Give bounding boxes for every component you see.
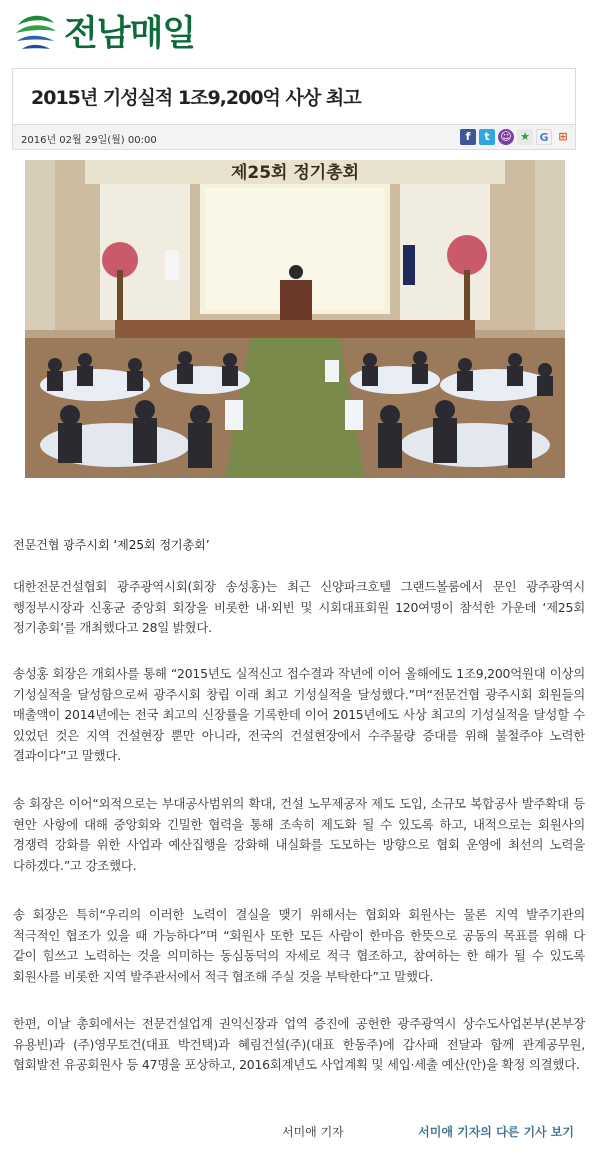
article-paragraph: 송 회장은 특히“우리의 이러한 노력이 결실을 맺기 위해서는 협회와 회원사는 물론 지역 발주기관의 적극적인 협조가 있을 때 가능하다”며 “회원사 또한 모든 사람이 한마음 한뜻으로 공동의 목표를 위해 다 같이 힘쓰고 노력하는 것을 의미하는 동심동덕의 자세로 적극 협조하고, 참여하는 한 해가 될 수 있도록 회원사를 비롯한 지역 발주관서에서 적극 협조해 주실 것을 부탁한다”고 말했다. (13, 907, 585, 984)
article-paragraph: 대한전문건설협회 광주광역시회(회장 송성홍)는 최근 신양파크호텔 그랜드볼룸에서 문인 광주광역시 행정부시장과 신홍균 중앙회 회장을 비롯한 내·외빈 및 시회대표회원 120여명이 참석한 가운데 ‘제25회 정기총회’를 개최했다고 28일 밝혔다. (13, 579, 585, 635)
logo-emblem-icon (12, 11, 58, 57)
article-meta-bar (12, 124, 576, 150)
article-photo (25, 160, 565, 478)
article-title: 2015년 기성실적 1조9,200억 사상 최고 (31, 87, 361, 109)
article-paragraph: 송 회장은 이어“외적으로는 부대공사범위의 확대, 건설 노무제공자 제도 도입, 소규모 복합공사 발주확대 등 현안 사항에 대해 중앙회와 긴밀한 협력을 통해 조속히 제도화 될 수 있도록 하고, 내적으로는 회원사의 경쟁력 강화를 위한 사업과 예산집행을 강화해 내실화를 도모하는 방향으로 협회 운영에 최선의 노력을 다하겠다.”고 강조했다. (13, 796, 585, 873)
google-icon[interactable]: G (536, 129, 552, 145)
article-date: 2016년 02월 29일(월) 00:00 (21, 135, 157, 146)
headline-box (12, 68, 576, 124)
facebook-icon[interactable]: f (460, 129, 476, 145)
twitter-icon[interactable]: t (479, 129, 495, 145)
share-buttons (460, 129, 571, 145)
photo-banner-text: 제25회 정기총회 (230, 163, 360, 183)
yozm-icon[interactable]: ★ (517, 129, 533, 145)
me2day-icon[interactable]: ☺ (498, 129, 514, 145)
windows-icon[interactable]: ⊞ (555, 129, 571, 145)
reporter-name: 서미애 기자 (282, 1125, 344, 1139)
article-paragraph: 한편, 이날 총회에서는 전문건설업계 권익신장과 업역 증진에 공헌한 광주광역시 상수도사업본부(본부장 유용빈)과 (주)영무토건(대표 박건택)과 혜림건설(주)(대표 한동주)에 감사패 전달과 함께 관계공무원, 협회발전 유공회원사 등 47명을 포상하고, 2016회계년도 사업계획 및 세입·세출 예산(안)을 확정 의결했다. (13, 1016, 585, 1072)
site-logo[interactable] (12, 8, 252, 60)
photo-caption: 전문건협 광주시회 ‘제25회 정기총회’ (13, 538, 210, 552)
logo-text: 전남매일 (64, 13, 196, 54)
article-paragraph: 송성홍 회장은 개회사를 통해 “2015년도 실적신고 접수결과 작년에 이어 올해에도 1조9,200억원대 이상의 기성실적을 달성함으로써 광주시회 창립 이래 최고 기성실적을 달성했다.”며“전문건협 광주시회 회원들의 매출액이 2014년에는 전국 최고의 신장률을 기록한데 이어 2015년에도 사상 최고의 기성실적을 달성할 수 있었던 것은 지역 건설현장 뿐만 아니라, 전국의 건설현장에서 수주물량 증대를 위해 불철주야 노력한 결과이다”고 말했다. (13, 666, 585, 763)
reporter-more-articles-link[interactable]: 서미애 기자의 다른 기사 보기 (418, 1125, 574, 1139)
